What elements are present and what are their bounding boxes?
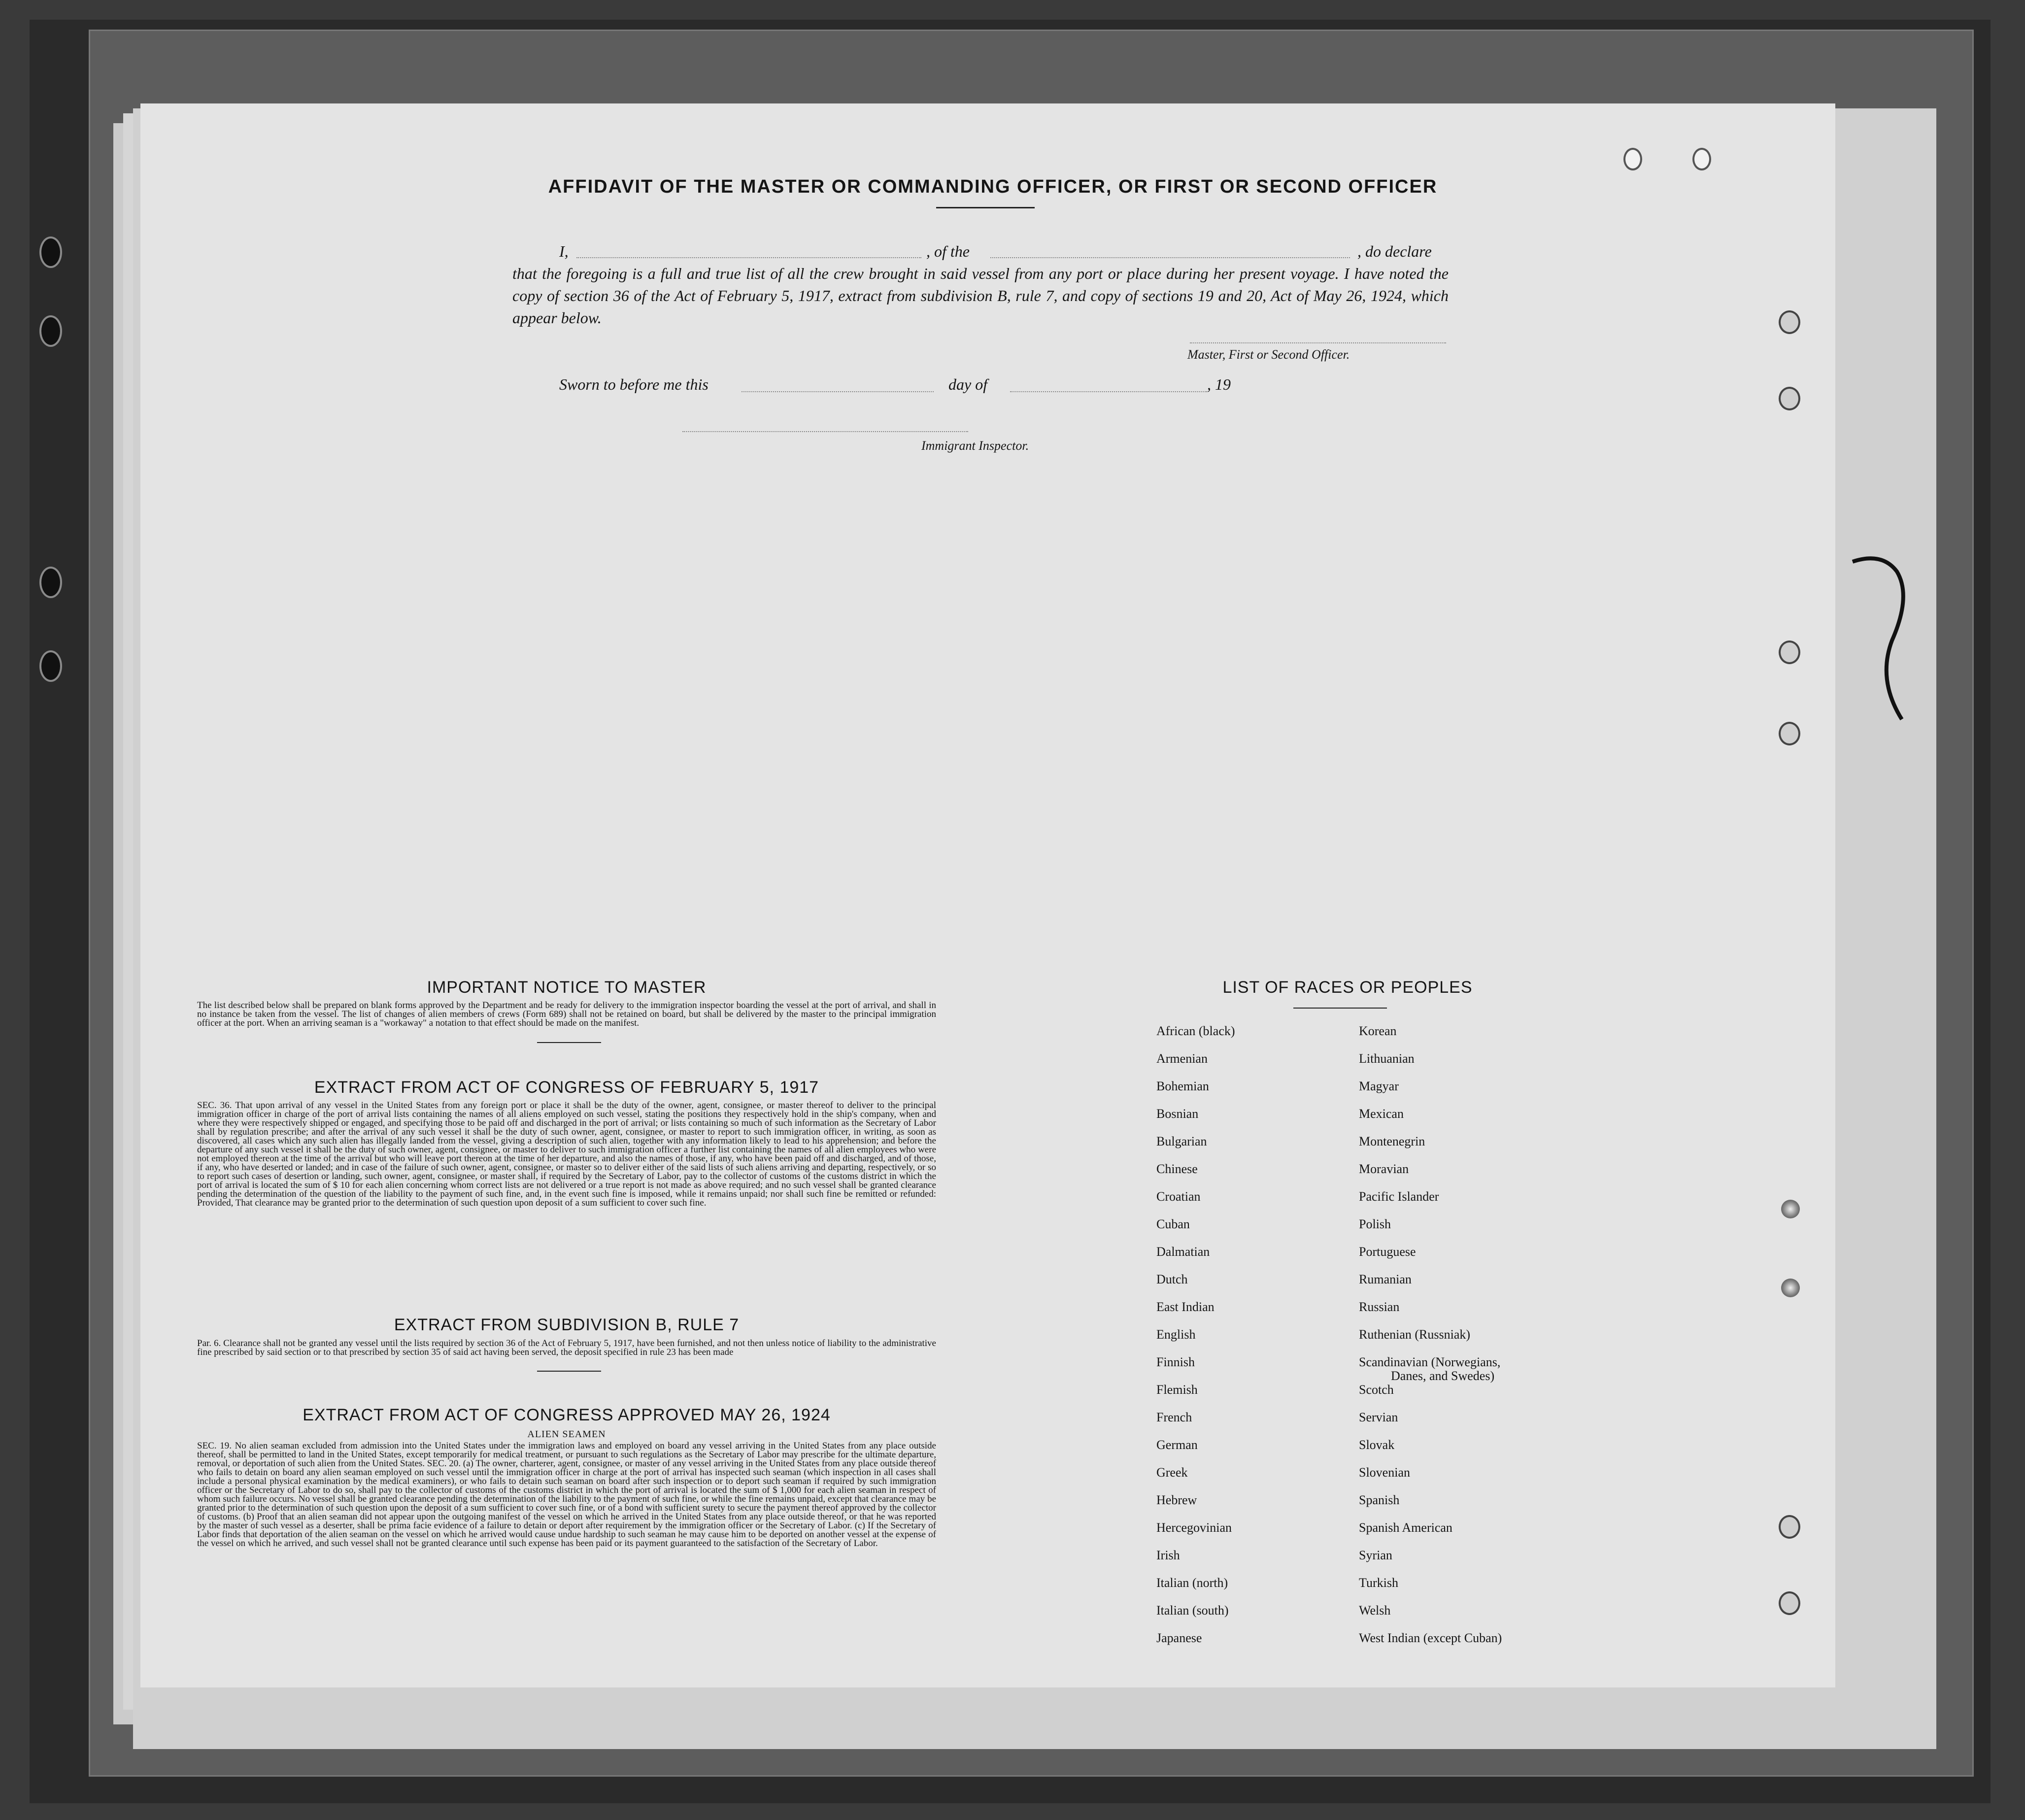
notice-text: The list described below shall be prepared on blank forms approved by the Department and be ready for delivery to the immigration inspector boarding the vessel at the port of arrival, and shall in no instance be taken from the vessel. The list of changes of alien members of crews (Form 689) shall not be retained on board, but shall be delivered by the master to the principal immigration officer at the port. When an arriving seaman is a "workaway" a notation to that effect should be made on the manifest.: [197, 1000, 936, 1028]
race-item: Italian (south): [1156, 1603, 1229, 1618]
race-item: Dutch: [1156, 1272, 1188, 1286]
race-item: Servian: [1359, 1410, 1398, 1424]
binder-ring-icon: [39, 315, 62, 347]
clip-icon: [1779, 1515, 1800, 1539]
race-item: Lithuanian: [1359, 1051, 1415, 1066]
clip-icon: [1779, 387, 1800, 410]
inspector-caption: Immigrant Inspector.: [921, 438, 1029, 453]
race-item: Turkish: [1359, 1576, 1398, 1590]
extract-1917-text: SEC. 36. That upon arrival of any vessel in the United States from any foreign port or place it shall be the duty of the owner, agent, consignee, or master thereof to deliver to the principal immigration officer in charge of the port of arrival lists containing the names of all aliens employed on such vessel, stating the positions they respectively hold in the ship's company, when and where they were respectively shipped or engaged, and specifying those to be paid off and discharged in the port of arrival; or lists containing so much of such information as the Secretary of Labor shall by regulation prescribe; and after the arrival of any such vessel it shall be the duty of such owner, agent, consignee, or master to report to such immigration officer, in writing, as soon as discovered, all cases which any such alien has illegally landed from the vessel, giving a description of such alien, together with any information likely to lead to his apprehension; and before the departure of any such vessel it shall be the duty of such owner, agent, consignee, or master to deliver to such immigration officer a further list containing the names of all alien employees who were not employed thereon at the time of the arrival but who will leave port thereon at the time of her departure, and also the names of those, if any, who have been paid off and discharged, and of those, if any, who have deserted or landed; and in case of the failure of such owner, agent, consignee, or master so to deliver either of the said lists of such aliens arriving and departing, respectively, or so to report such cases of desertion or landing, such owner, agent, consignee, or master shall, if required by the Secretary of Labor, pay to the collector of customs of the customs district in which the port of arrival is located the sum of $ 10 for each alien concerning whom correct lists are not delivered or a true report is not made as above required; and no such vessel shall be granted clearance pending the determination of the question of the liability to the payment of such fine, and, in the event such fine is imposed, while it remains unpaid; nor shall such fine be remitted or refunded: Provided, That clearance may be granted prior to the determination of such question upon deposit of a sum sufficient to cover such fine.: [197, 1100, 936, 1208]
race-item: Pacific Islander: [1359, 1189, 1439, 1204]
race-item: French: [1156, 1410, 1192, 1424]
race-item: African (black): [1156, 1024, 1235, 1038]
rivet-icon: [1781, 1279, 1800, 1297]
race-item: German: [1156, 1438, 1198, 1452]
clip-icon: [1779, 310, 1800, 334]
race-item: Rumanian: [1359, 1272, 1412, 1286]
race-item: West Indian (except Cuban): [1359, 1631, 1502, 1645]
extract-1924-text: SEC. 19. No alien seaman excluded from admission into the United States under the immigration laws and employed on board any vessel arriving in the United States from any place outside thereof, shall be permitted to land in the United States, except temporarily for medical treatment, or pursuant to such regulations as the Secretary of Labor may prescribe for the ultimate departure, removal, or deportation of such alien from the United States. SEC. 20. (a) The owner, charterer, agent, consignee, or master of any vessel arriving in the United States from any place outside thereof who fails to detain on board any alien seaman employed on such vessel until the immigration officer in charge at the port of arrival has inspected such seaman (which inspection in all cases shall include a personal physical examination by the medical examiners), or who fails to detain such seaman on board after such inspection or to deport such seaman if required by such immigration officer or the Secretary of Labor to do so, shall pay to the collector of customs of the customs district in which the port of arrival is located the sum of $ 1,000 for each alien seaman in respect of whom such failure occurs. No vessel shall be granted clearance pending the determination of the liability to the payment of such fine, or while the fine remains unpaid, except that clearance may be granted prior to the determination of such question upon the deposit of a sum sufficient to cover such fine, or of a bond with sufficient surety to secure the payment thereof approved by the collector of customs. (b) Proof that an alien seaman did not appear upon the outgoing manifest of the vessel on which he arrived in the United States from any place outside thereof, or that he was reported by the master of such vessel as a deserter, shall be prima facie evidence of a failure to detain or deport after requirement by the immigration officer or the Secretary of Labor. (c) If the Secretary of Labor finds that deportation of the alien seaman on the vessel on which he arrived would cause undue hardship to such seaman he may cause him to be deported on another vessel at the expense of the vessel on which he arrived, and such vessel shall not be granted clearance until such expense has been paid or its payment guaranteed to the satisfaction of the Secretary of Labor.: [197, 1441, 936, 1549]
race-item: Slovak: [1359, 1438, 1395, 1452]
manifest-page: [140, 103, 1835, 1687]
clip-icon: [1779, 640, 1800, 664]
handwritten-mark-icon: [1843, 552, 1917, 729]
race-item: Irish: [1156, 1548, 1180, 1562]
race-item: Korean: [1359, 1024, 1397, 1038]
affidavit-declare-label: , do declare: [1357, 242, 1432, 260]
affidavit-title: AFFIDAVIT OF THE MASTER OR COMMANDING OFFICER, OR FIRST OR SECOND OFFICER: [548, 176, 1438, 197]
extract-1924-subheading: ALIEN SEAMEN: [527, 1429, 606, 1440]
race-item: Chinese: [1156, 1162, 1198, 1176]
races-heading: LIST OF RACES OR PEOPLES: [1222, 978, 1473, 997]
punch-hole-icon: [1692, 148, 1711, 170]
race-item: Croatian: [1156, 1189, 1201, 1204]
race-item: Armenian: [1156, 1051, 1208, 1066]
binder-ring-icon: [39, 236, 62, 268]
race-item: Flemish: [1156, 1382, 1198, 1397]
race-item: Polish: [1359, 1217, 1391, 1231]
race-item: East Indian: [1156, 1300, 1215, 1314]
race-item: Scandinavian (Norwegians,: [1359, 1355, 1501, 1369]
race-item: Finnish: [1156, 1355, 1195, 1369]
race-item: Mexican: [1359, 1107, 1404, 1121]
race-item: Greek: [1156, 1465, 1188, 1480]
race-item: Bulgarian: [1156, 1134, 1207, 1148]
race-item: Spanish American: [1359, 1520, 1452, 1535]
sworn-prefix: Sworn to before me this: [559, 375, 709, 393]
race-item: Spanish: [1359, 1493, 1400, 1507]
extract-rule7-text: Par. 6. Clearance shall not be granted any vessel until the lists required by section 36 of the Act of February 5, 1917, have been furnished, and not then unless notice of liability to the administrative fine prescribed by said section or to that prescribed by section 35 of said act having been served, the deposit specified in rule 23 has been made: [197, 1338, 936, 1357]
race-item: Japanese: [1156, 1631, 1202, 1645]
master-caption: Master, First or Second Officer.: [1187, 347, 1350, 362]
sworn-month-blank[interactable]: [1010, 391, 1207, 392]
rivet-icon: [1781, 1200, 1800, 1218]
notice-divider: [537, 1042, 601, 1043]
race-item: Hercegovinian: [1156, 1520, 1232, 1535]
race-item: Slovenian: [1359, 1465, 1410, 1480]
sworn-day-of: day of: [948, 375, 988, 393]
race-item: Montenegrin: [1359, 1134, 1425, 1148]
binder-ring-icon: [39, 567, 62, 598]
binder-ring-icon: [39, 650, 62, 682]
master-signature-blank[interactable]: [1190, 342, 1446, 343]
race-item: Hebrew: [1156, 1493, 1197, 1507]
extract-1917-heading: EXTRACT FROM ACT OF CONGRESS OF FEBRUARY 5, 1917: [314, 1078, 819, 1097]
race-item: Dalmatian: [1156, 1245, 1210, 1259]
clip-icon: [1779, 1591, 1800, 1615]
affidavit-body: that the foregoing is a full and true list of all the crew brought in said vessel from any port or place during her present voyage. I have noted the copy of section 36 of the Act of February 5, 1917, extract from subdivision B, rule 7, and copy of sections 19 and 20, Act of May 26, 1924, which appear below.: [512, 265, 1449, 327]
race-item: English: [1156, 1327, 1196, 1342]
extract-1924-heading: EXTRACT FROM ACT OF CONGRESS APPROVED MAY 26, 1924: [303, 1406, 831, 1424]
race-item: Moravian: [1359, 1162, 1409, 1176]
race-item: Portuguese: [1359, 1245, 1416, 1259]
race-item: Scotch: [1359, 1382, 1394, 1397]
name-blank[interactable]: [576, 257, 921, 258]
affidavit-of-the-label: , of the: [926, 242, 970, 260]
punch-hole-icon: [1623, 148, 1642, 170]
notice-heading: IMPORTANT NOTICE TO MASTER: [427, 978, 707, 997]
extract-rule7-heading: EXTRACT FROM SUBDIVISION B, RULE 7: [394, 1315, 740, 1334]
race-item: Magyar: [1359, 1079, 1399, 1093]
race-item: Ruthenian (Russniak): [1359, 1327, 1471, 1342]
races-divider: [1293, 1008, 1387, 1009]
affidavit-i-label: I,: [559, 242, 569, 260]
title-underline: [936, 207, 1035, 208]
inspector-signature-blank[interactable]: [682, 431, 968, 432]
race-item-continuation: Danes, and Swedes): [1391, 1369, 1495, 1383]
race-item: Cuban: [1156, 1217, 1190, 1231]
rule7-divider: [537, 1371, 601, 1372]
race-item: Russian: [1359, 1300, 1400, 1314]
race-item: Syrian: [1359, 1548, 1392, 1562]
sworn-year: , 19: [1207, 375, 1231, 393]
vessel-blank[interactable]: [990, 257, 1350, 258]
race-item: Bosnian: [1156, 1107, 1199, 1121]
sworn-day-blank[interactable]: [742, 391, 934, 392]
race-item: Welsh: [1359, 1603, 1391, 1618]
race-item: Italian (north): [1156, 1576, 1228, 1590]
race-item: Bohemian: [1156, 1079, 1209, 1093]
clip-icon: [1779, 722, 1800, 745]
